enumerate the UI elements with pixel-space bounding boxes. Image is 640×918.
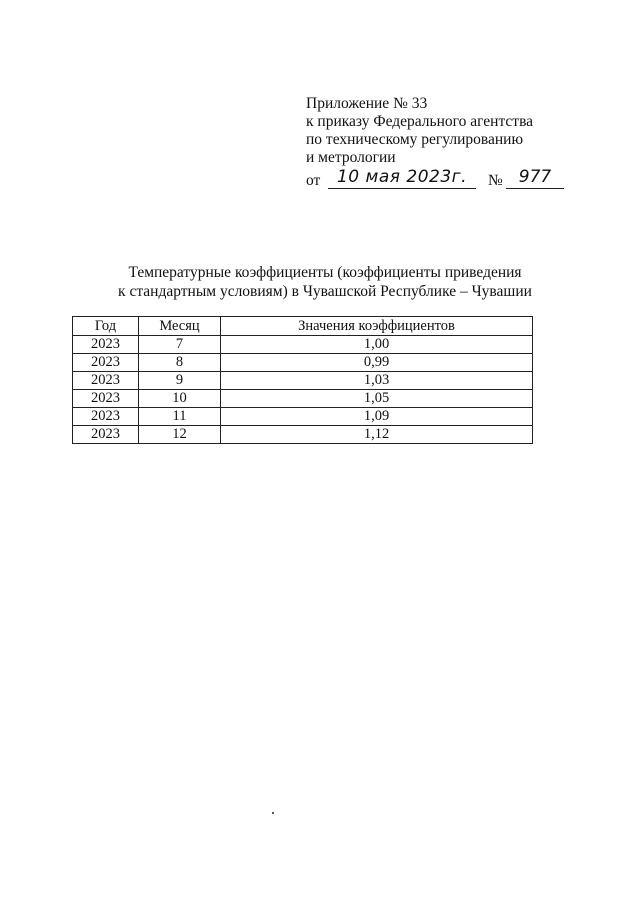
cell-value: 1,03: [221, 372, 533, 390]
order-date-handwritten: 10 мая 2023г.: [328, 166, 476, 189]
scan-speck: [272, 812, 274, 814]
cell-year: 2023: [73, 390, 139, 408]
order-from-label: от: [306, 172, 321, 189]
cell-value: 1,09: [221, 408, 533, 426]
cell-year: 2023: [73, 372, 139, 390]
cell-value: 1,12: [221, 426, 533, 444]
appendix-header: [306, 95, 533, 167]
cell-year: 2023: [73, 354, 139, 372]
title-line-1: Температурные коэффициенты (коэффициенты приведения: [128, 264, 522, 281]
cell-year: 2023: [73, 426, 139, 444]
cell-month: 12: [139, 426, 221, 444]
table-row: [73, 336, 533, 354]
appendix-number: Приложение № 33: [306, 95, 428, 112]
column-header-month: Месяц: [139, 317, 221, 336]
cell-month: 7: [139, 336, 221, 354]
column-header-values: Значения коэффициентов: [221, 317, 533, 336]
cell-month: 11: [139, 408, 221, 426]
cell-month: 9: [139, 372, 221, 390]
order-number-handwritten: 977: [506, 166, 564, 189]
column-header-year: Год: [73, 317, 139, 336]
appendix-order-ref: к приказу Федерального агентства: [306, 113, 534, 130]
cell-year: 2023: [73, 408, 139, 426]
cell-value: 0,99: [221, 354, 533, 372]
table-row: [73, 426, 533, 444]
cell-year: 2023: [73, 336, 139, 354]
appendix-agency-line: по техническому регулированию: [306, 131, 524, 148]
table-row: [73, 372, 533, 390]
table-row: [73, 354, 533, 372]
order-number-label: №: [488, 172, 503, 189]
table-header-row: [73, 317, 533, 336]
appendix-agency-line-2: и метрологии: [306, 149, 396, 166]
document-title: [60, 263, 590, 301]
cell-month: 10: [139, 390, 221, 408]
coefficients-table: [72, 316, 533, 444]
cell-month: 8: [139, 354, 221, 372]
cell-value: 1,05: [221, 390, 533, 408]
table-row: [73, 390, 533, 408]
table-row: [73, 408, 533, 426]
title-line-2: к стандартным условиям) в Чувашской Республике – Чувашии: [118, 283, 532, 300]
cell-value: 1,00: [221, 336, 533, 354]
